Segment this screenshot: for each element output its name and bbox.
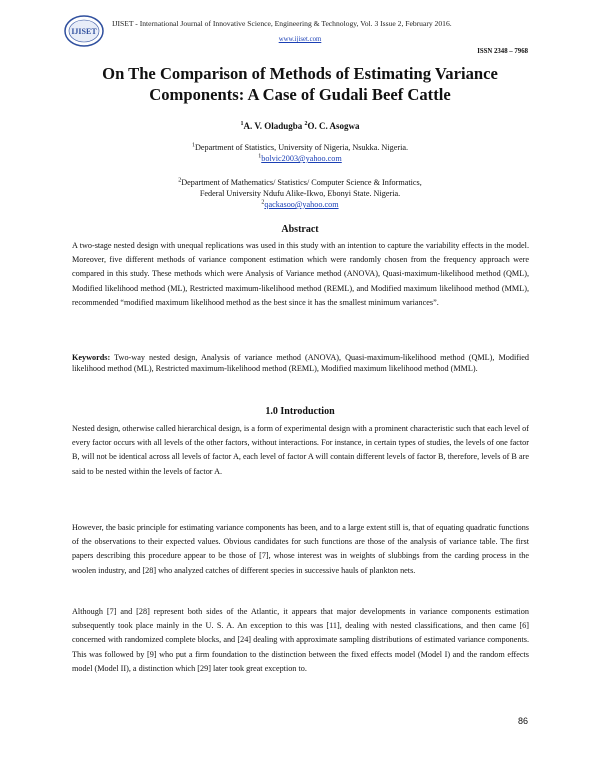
affil-2-email-link[interactable]: qackasoo@yahoo.com [264,200,339,209]
affil-1-sup: 1 [191,142,195,149]
affil-2-email-sup: 2 [261,199,265,206]
affil-1-email-link[interactable]: bolvic2003@yahoo.com [261,154,342,163]
keywords-block [72,352,529,374]
abstract-body: A two-stage nested design with unequal replications was used in this study with an intention to capture the variability effects in the model. Moreover, five different methods of variance component estimation which were randomly chosen from the frequency approach were compared in this study. These methods which were Analysis of Variance method (ANOVA), Quasi-maximum-likelihood method (QML), Modified likelihood method (ML), Restricted maximum-likelihood method (REML), and Modified maximum likelihood method (MML), recommended “modified maximum likelihood method as the best since it has the smallest minimum variances”. [72,241,529,307]
keywords-label: Keywords: [72,353,111,362]
affil-1-email-sup: 1 [258,153,262,160]
journal-header: IJISET - International Journal of Innovative Science, Engineering & Technology, Vol. 3 Issue 2, February 2016. [112,19,452,28]
intro-paragraph-1: Nested design, otherwise called hierarchical design, is a form of experimental design with a prominent characteristic such that each level of every factor occurs with all levels of the other factors, without interactions. For instance, in certain types of studies, the levels of one factor B, will not be identical across all levels of factor A, each level of factor A will contain different levels of factor B, therefore, levels of B are said to be nested within the levels of factor A. [72,424,529,476]
affil-2-sup: 2 [178,177,182,184]
affil-2-text-line-2: Federal University Ndufu Alike-Ikwo, Ebonyi State. Nigeria. [199,189,401,198]
abstract-heading: Abstract [281,224,319,235]
author-2: O. C. Asogwa [307,121,360,131]
paper-title [60,63,540,105]
affil-2-text-line-1: Department of Mathematics/ Statistics/ Computer Science & Informatics, [181,178,422,187]
author-1: A. V. Oladugba [243,121,303,131]
section-introduction-heading: 1.0 Introduction [265,406,335,417]
title-line-2: Components: A Case of Gudali Beef Cattle [149,85,451,104]
intro-paragraph-3: Although [7] and [28] represent both sides of the Atlantic, it appears that major developments in variance components estimation subsequently took place mainly in the U. S. A. An exception to this was [11], dealing with nested classifications, and then came [6] concerned with randomized complete blocks, and [24] dealing with approximate sampling distributions of estimated variance components. This was followed by [9] who put a firm foundation to the distinction between the fixed effects model (Model I) and the random effects model (Model II), a distinction which [29] later took great exception to. [72,607,529,673]
author-1-sup: 1 [240,121,244,127]
logo-text: IJISET [71,27,97,36]
issn-label: ISSN 2348 – 7968 [477,48,528,55]
keywords-text: Two-way nested design, Analysis of variance method (ANOVA), Quasi-maximum-likelihood method (QML), Modified likelihood method (ML), Restricted maximum-likelihood method (REML), Modified maximum likelihood method (MML). [72,353,529,373]
title-line-1: On The Comparison of Methods of Estimating Variance [102,64,498,83]
intro-paragraph-2: However, the basic principle for estimating variance components has been, and to a large extent still is, that of equating quadratic functions of the observations to their expected values. Obvious candidates for such functions are those of the analysis of variance table. The first papers describing this procedure appear to be those of [7], whose interest was in weights of slubbings from the carding process in the woolen industry, and [28] who analyzed catches of different species in successive hauls of plankton nets. [72,523,529,575]
affil-1-text: Department of Statistics, University of Nigeria, Nsukka. Nigeria. [194,143,409,152]
affiliation-1 [60,142,540,164]
author-2-sup: 2 [304,121,308,127]
affiliation-2 [60,177,540,210]
journal-url-link[interactable]: www.ijiset.com [278,36,322,43]
page-number: 86 [517,716,528,726]
author-list [0,121,600,131]
